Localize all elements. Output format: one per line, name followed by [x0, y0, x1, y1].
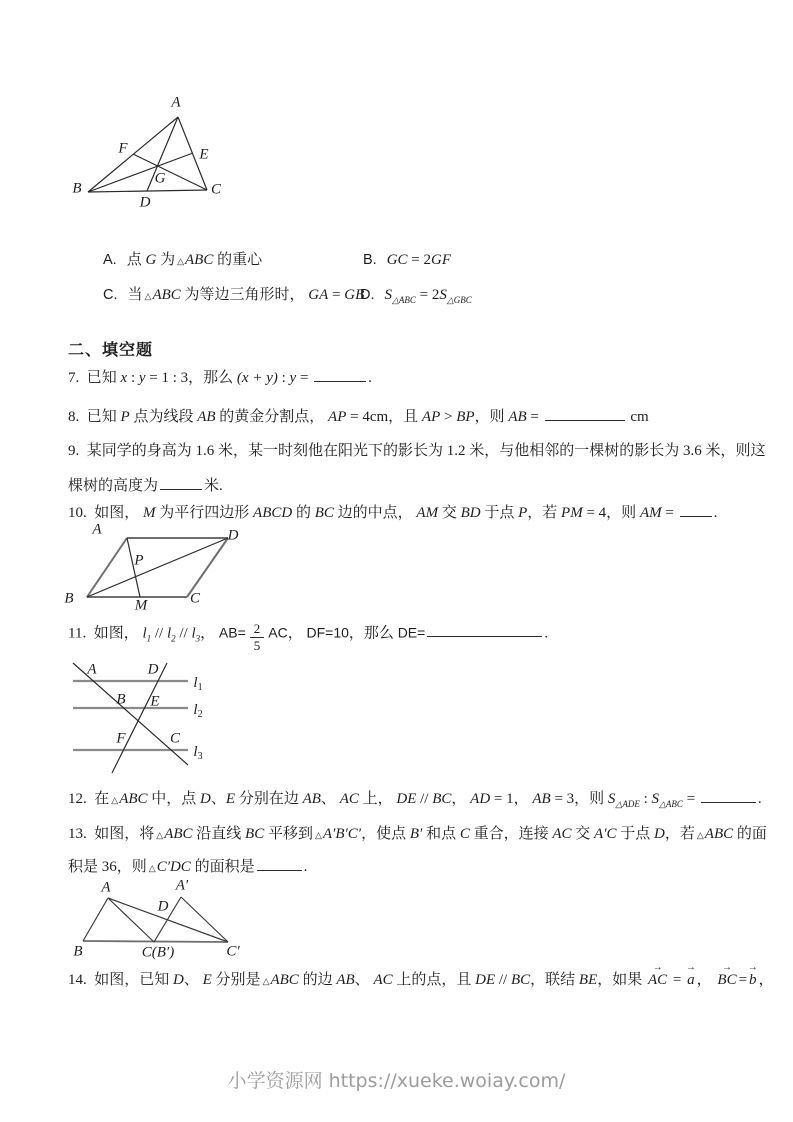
text-segment: 的边: [298, 972, 337, 988]
text-segment: A′B′C′: [322, 826, 362, 842]
point-label-M: M: [134, 597, 148, 614]
text-segment: ，如果: [597, 972, 646, 988]
text-segment: 的重心: [213, 252, 263, 269]
triangle-symbol: △: [148, 863, 156, 873]
vertex-label-A: A: [171, 94, 181, 111]
text-segment: ABC: [270, 972, 299, 988]
triangle-symbol: △: [177, 256, 184, 267]
text-segment: P: [120, 409, 130, 425]
text-segment: = 2: [415, 287, 440, 304]
text-segment: DE: [396, 791, 417, 807]
text-segment: G: [145, 252, 157, 269]
text-segment: S: [607, 791, 616, 807]
point-label-E: E: [150, 693, 160, 710]
vertex-label-B: B: [72, 180, 82, 197]
text-segment: >: [440, 409, 457, 425]
question-10: [68, 503, 717, 523]
text-segment: AB: [197, 409, 216, 425]
option-c-text: [128, 287, 365, 303]
text-segment: 边的中点，: [333, 505, 417, 521]
text-segment: AB: [532, 791, 551, 807]
text-segment: GF: [431, 252, 452, 269]
question-13-line1: [68, 824, 767, 844]
text-segment: ABC: [119, 791, 148, 807]
text-segment: ，联结: [530, 972, 579, 988]
text-segment: //: [416, 791, 433, 807]
vertex-label-A: A: [92, 521, 102, 538]
question-9-line2: [68, 476, 223, 496]
triangle-symbol: △: [144, 291, 152, 302]
text-segment: x: [120, 370, 128, 386]
text-segment: 的: [292, 505, 315, 521]
text-segment: S: [651, 791, 660, 807]
text-segment: 为等边三角形时，: [180, 287, 309, 304]
text-segment: = 3，则: [550, 791, 608, 807]
text-segment: S: [384, 287, 392, 304]
text-segment: GA: [308, 287, 329, 304]
text-segment: 2: [171, 633, 176, 644]
text-segment: BC: [245, 826, 265, 842]
point-label-F: F: [116, 730, 126, 747]
vertex-label-F: F: [118, 140, 128, 157]
text-segment: .: [303, 859, 308, 875]
point-label-B: B: [116, 691, 126, 708]
edge-AprimeCprime: [181, 897, 228, 942]
text-segment: 重合，连接: [469, 826, 553, 842]
answer-blank: [257, 857, 302, 871]
text-segment: ，: [200, 625, 219, 642]
text-segment: AB: [336, 972, 355, 988]
text-segment: :: [127, 370, 139, 386]
text-segment: ，那么: [348, 625, 398, 642]
answer-blank: [427, 623, 542, 637]
answer-blank: [160, 476, 202, 490]
text-segment: GC: [386, 252, 408, 269]
text-segment: D: [173, 972, 184, 988]
diagram-centroid-triangle: [63, 95, 233, 210]
text-segment: 棵树的高度为: [68, 478, 159, 494]
text-segment: 、: [354, 972, 374, 988]
point-label-P: P: [134, 552, 144, 569]
fraction-denominator: 5: [253, 638, 261, 654]
text-segment: =: [526, 409, 543, 425]
text-segment: 点: [126, 252, 146, 269]
transversal-DEF: [112, 663, 167, 773]
text-segment: 为平行四边形: [155, 505, 254, 521]
line-label-l1: [193, 675, 202, 693]
vertex-label-D: D: [139, 194, 151, 211]
text-segment: =: [296, 370, 313, 386]
text-segment: AP: [421, 409, 441, 425]
text-segment: ABCD: [253, 505, 293, 521]
l3-sub: 3: [197, 751, 203, 762]
text-segment: C: [459, 826, 470, 842]
text-segment: 、: [210, 791, 226, 807]
text-segment: 积是 36，则: [68, 859, 147, 875]
text-segment: l: [142, 625, 147, 642]
text-segment: 分别在边: [235, 791, 303, 807]
text-segment: E: [225, 791, 236, 807]
text-segment: 10. 如图，: [68, 505, 144, 521]
text-segment: ，若: [664, 826, 695, 842]
option-c-label: C.: [103, 287, 118, 304]
question-7: [68, 368, 372, 388]
text-segment: PM: [561, 505, 583, 521]
text-segment: DE=: [397, 624, 426, 641]
text-segment: △ABC: [659, 799, 683, 809]
text-segment: DF=10: [306, 624, 349, 641]
text-segment: 上，: [358, 791, 397, 807]
l2-sub: 2: [197, 709, 203, 720]
text-segment: //: [151, 625, 167, 642]
text-segment: D: [200, 791, 211, 807]
vertex-label-C: C: [189, 590, 201, 607]
l1-base: l: [193, 675, 198, 691]
vertex-label-D: D: [227, 527, 239, 544]
section-title-fill-in-blanks: 二、填空题: [68, 342, 154, 359]
text-segment: E: [202, 972, 212, 988]
text-segment: =: [669, 972, 686, 988]
question-9-line1: [68, 441, 766, 461]
text-segment: 交: [571, 826, 595, 842]
text-segment: = 1 : 3，那么: [145, 370, 237, 386]
text-segment: ，若: [527, 505, 562, 521]
question-12: [68, 789, 762, 810]
text-segment: = 4cm，且: [346, 409, 422, 425]
text-segment: C′DC: [156, 859, 191, 875]
text-segment: 点为线段: [129, 409, 198, 425]
vector-symbol: AC →: [646, 970, 669, 990]
text-segment: =: [682, 791, 699, 807]
point-label-D: D: [157, 898, 169, 915]
question-14: [68, 970, 774, 990]
text-segment: 平移到: [264, 826, 313, 842]
vertex-label-E: E: [199, 146, 209, 163]
text-segment: l: [191, 625, 196, 642]
text-segment: .: [757, 791, 762, 807]
l1-sub: 1: [197, 682, 203, 693]
text-segment: =: [328, 287, 345, 304]
fraction: [250, 622, 265, 654]
text-segment: ，: [451, 791, 471, 807]
text-segment: //: [175, 625, 192, 642]
text-segment: ，: [696, 972, 716, 988]
text-segment: A′C: [594, 826, 617, 842]
vertex-label-B: B: [73, 943, 83, 960]
line-label-l3: [193, 744, 202, 762]
text-segment: ABC: [164, 826, 193, 842]
text-segment: 9. 某同学的身高为 1.6 米，某一时刻他在阳光下的影长为 1.2 米，与他相邻的一棵树的影长为 3.6 米，则这: [68, 443, 766, 459]
text-segment: P: [518, 505, 528, 521]
baseline-B-Cprime: [83, 941, 228, 942]
diagram-translated-triangles: [68, 874, 248, 966]
text-segment: AP: [328, 409, 347, 425]
triangle-symbol: △: [262, 976, 270, 986]
text-segment: 于点: [480, 505, 519, 521]
text-segment: BE: [578, 972, 598, 988]
text-segment: AC: [268, 624, 288, 641]
triangle-symbol: △: [156, 830, 164, 840]
text-segment: AD: [470, 791, 491, 807]
site-watermark: 小学资源网 https://xueke.woiay.com/: [227, 1070, 566, 1092]
point-label-A: A: [87, 661, 97, 678]
vertex-label-A-prime: A′: [175, 877, 189, 894]
edge-BA: [83, 898, 108, 941]
text-segment: DE: [475, 972, 496, 988]
text-segment: 14. 如图，已知: [68, 972, 174, 988]
text-segment: =: [661, 505, 678, 521]
l3-base: l: [193, 744, 198, 760]
text-segment: 上的点，且: [392, 972, 476, 988]
answer-blank: [701, 789, 756, 803]
text-segment: AM: [639, 505, 662, 521]
question-11: [68, 622, 548, 654]
text-segment: =: [738, 972, 748, 988]
vertex-label-C-prime: C′: [226, 943, 240, 960]
text-segment: 、: [320, 791, 340, 807]
vertex-label-C: C: [210, 181, 222, 198]
triangle-symbol: △: [696, 830, 704, 840]
text-segment: 、: [183, 972, 203, 988]
vector-symbol: b →: [747, 970, 759, 990]
text-segment: 3: [195, 633, 201, 644]
text-segment: △ABC: [392, 295, 416, 306]
fraction-numerator: 2: [250, 622, 265, 638]
text-segment: 1: [146, 633, 152, 644]
text-segment: y: [138, 370, 146, 386]
text-segment: :: [639, 791, 652, 807]
text-segment: ABC: [185, 252, 214, 269]
text-segment: 的黄金分割点，: [215, 409, 329, 425]
option-d-text: [384, 287, 472, 306]
text-segment: 分别是: [211, 972, 261, 988]
text-segment: BC: [314, 505, 334, 521]
text-segment: GB: [344, 287, 365, 304]
vertex-label-B: B: [64, 590, 74, 607]
vertex-label-G: G: [154, 170, 166, 187]
text-segment: 交: [438, 505, 461, 521]
text-segment: :: [277, 370, 290, 386]
option-a-label: A.: [103, 252, 117, 269]
triangle-symbol: △: [111, 795, 119, 805]
text-segment: = 1，: [490, 791, 533, 807]
text-segment: D: [654, 826, 665, 842]
vector-symbol: BC →: [715, 970, 738, 990]
vector-symbol: a →: [685, 970, 697, 990]
text-segment: 13. 如图，将: [68, 826, 155, 842]
diagram-parallel-lines: [65, 655, 215, 780]
text-segment: ，: [287, 625, 307, 642]
vertex-label-A: A: [101, 879, 111, 896]
text-segment: 为: [156, 252, 176, 269]
text-segment: = 2: [407, 252, 432, 269]
text-segment: AC: [339, 791, 359, 807]
text-segment: M: [143, 505, 156, 521]
text-segment: 的面积是: [190, 859, 255, 875]
text-segment: △ADE: [615, 799, 640, 809]
text-segment: ，使点: [361, 826, 410, 842]
text-segment: AB: [302, 791, 321, 807]
vertex-label-C-Bprime: C(B′): [141, 944, 175, 961]
text-segment: ，则: [474, 409, 509, 425]
l2-base: l: [193, 702, 198, 718]
option-d-label: D.: [360, 287, 375, 304]
text-segment: y: [289, 370, 297, 386]
text-segment: BC: [510, 972, 531, 988]
median-BE: [88, 153, 193, 192]
text-segment: BC: [432, 791, 452, 807]
text-segment: S: [439, 287, 447, 304]
point-label-D: D: [147, 661, 159, 678]
text-segment: (x + y): [236, 370, 278, 386]
text-segment: .: [368, 370, 372, 386]
text-segment: AM: [416, 505, 439, 521]
question-8: [68, 407, 649, 427]
text-segment: .: [544, 625, 549, 642]
text-segment: AC: [373, 972, 393, 988]
answer-blank: [545, 407, 625, 421]
option-b-label: B.: [363, 252, 377, 269]
text-segment: AC: [552, 826, 572, 842]
answer-blank: [314, 368, 366, 382]
text-segment: △GBC: [446, 295, 472, 306]
median-CF: [133, 154, 207, 190]
text-segment: 沿直线: [192, 826, 246, 842]
text-segment: 于点: [616, 826, 655, 842]
text-segment: BD: [460, 505, 481, 521]
option-d: [345, 265, 472, 327]
text-segment: l: [166, 625, 172, 642]
text-segment: 中，点: [147, 791, 201, 807]
text-segment: AB: [508, 409, 527, 425]
text-segment: cm: [626, 409, 649, 425]
text-segment: 米.: [204, 478, 223, 494]
text-segment: 8. 已知: [68, 409, 121, 425]
text-segment: AB=: [218, 624, 246, 641]
text-segment: ，: [758, 972, 774, 988]
edge-AC: [108, 898, 154, 942]
answer-blank: [680, 503, 712, 517]
text-segment: //: [495, 972, 511, 988]
text-segment: .: [713, 505, 718, 521]
diagram-parallelogram: [64, 521, 250, 614]
line-label-l2: [193, 702, 202, 720]
option-c: [88, 265, 364, 326]
text-segment: 和点: [422, 826, 460, 842]
text-segment: 当: [127, 287, 143, 304]
triangle-symbol: △: [314, 830, 322, 840]
text-segment: B′: [409, 826, 423, 842]
point-label-C: C: [169, 730, 181, 747]
text-segment: ABC: [704, 826, 734, 842]
text-segment: 12. 在: [68, 791, 110, 807]
text-segment: BP: [456, 409, 475, 425]
text-segment: ABC: [152, 287, 181, 304]
text-segment: = 4，则: [582, 505, 640, 521]
text-segment: 11. 如图，: [68, 625, 143, 642]
text-segment: 7. 已知: [68, 370, 121, 386]
text-segment: 的面: [733, 826, 767, 842]
